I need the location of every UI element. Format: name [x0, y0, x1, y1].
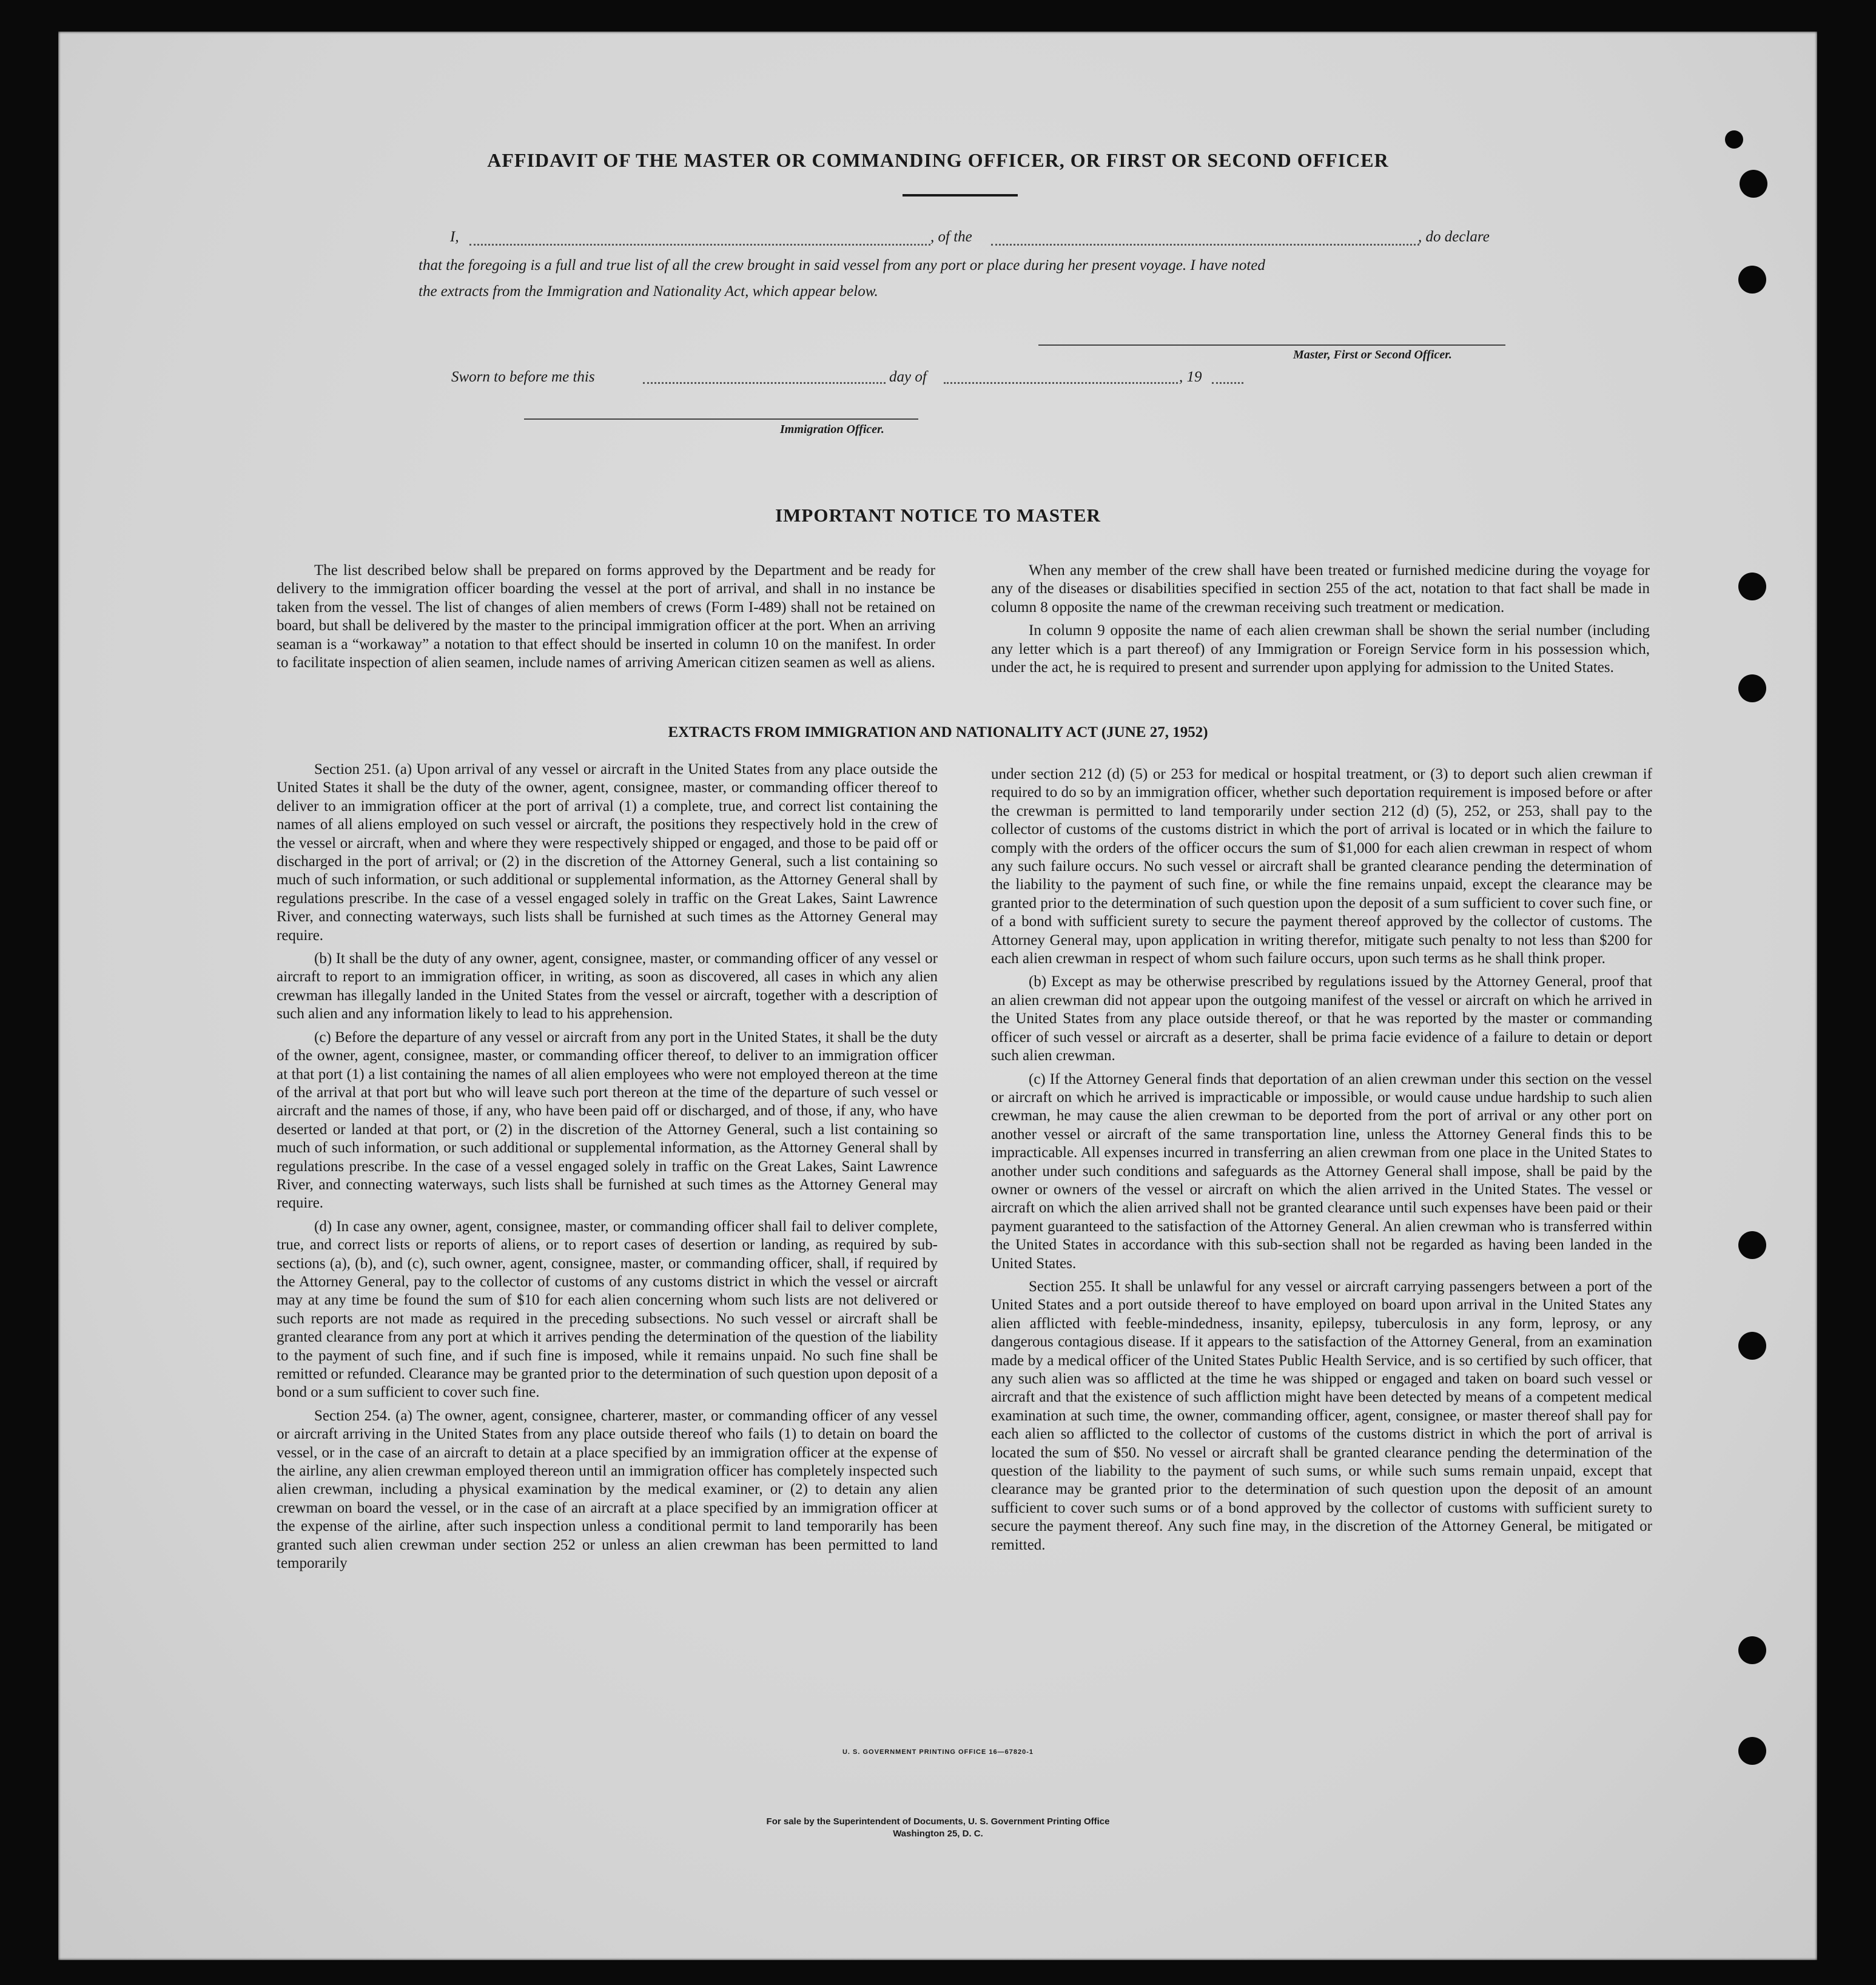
immigration-officer-label: Immigration Officer. [780, 423, 884, 436]
section-255: Section 255. It shall be unlawful for any vessel or aircraft carrying passengers between a port of the United States and a port outside thereof to have employed on board upon arrival in the United States any alien afflicted with feeble-mindedness, insanity, epilepsy, tuberculosis in any form, leprosy, or any dangerous contagious disease. If it appears to the satisfaction of the Attorney General, from an examination made by a medical officer of the United States Public Health Service, and is so certified by such officer, that any such alien was so afflicted at the time he was shipped or engaged and taken on board such vessel or aircraft and that the existence of such affliction might have been detected by means of a competent medical examination at such time, the owner, commanding officer, agent, consignee, or master thereof shall pay for each alien so afflicted to the collector of customs of the customs district in which the port of arrival is located the sum of $50. No vessel or aircraft shall be granted clearance pending the determination of the question of the liability to the payment of such sums, or while such sums remain unpaid, except that clearance may be granted prior to the determination of such question upon the deposit of an amount sufficient to cover such sums or of a bond approved by the collector of customs with sufficient surety to secure the payment thereof. Any such fine may, in the discretion of the Attorney General, be mitigated or remitted. [991, 1278, 1652, 1553]
sale-line-2: Washington 25, D. C. [893, 1829, 983, 1839]
vessel-name-field[interactable] [991, 244, 1419, 246]
section-254c: (c) If the Attorney General finds that deportation of an alien crewman under this section on the vessel or aircraft on which he arrived is impracticable or impossible, or would cause undue hardship to such alien crewman, he may cause the alien crewman to be deported from the port of arrival or any other port on another vessel or aircraft of the same transportation line, unless the Attorney General finds this to be impracticable. All expenses incurred in transferring an alien crewman from one place in the United States to another under such conditions and safeguards as the Attorney General shall impose, shall be paid by the owner or owners of the vessel or aircraft on which the alien arrived in the United States. The vessel or aircraft on which the alien arrived shall not be granted clearance until such expenses have been paid or their payment guaranteed to the satisfaction of the Attorney General. An alien crewman who is transferred within the United States in accordance with this sub-section shall not be regarded as having been landed in the United States. [991, 1070, 1652, 1272]
punch-hole [1738, 266, 1766, 294]
punch-hole [1738, 674, 1766, 702]
section-251d: (d) In case any owner, agent, consignee, master, or commanding officer shall fail to deliver complete, true, and correct lists or reports of aliens, or to report cases of desertion or landing, as required by sub-sections (a), (b), and (c), such owner, agent, consignee, master, or commanding officer, shall, if required by the Attorney General, pay to the collector of customs of any customs district in which the vessel or aircraft may at any time be found the sum of $10 for each alien concerning whom such lists are not delivered or such reports are not made as required in the preceding subsections. No such vessel or aircraft shall be granted clearance from any port at which it arrives pending the determination of the question of the liability to the payment of such fine, and if such fine is imposed, while it remains unpaid. No such fine shall be remitted or refunded. Clearance may be granted prior to the determination of such question upon deposit of a bond or a sum sufficient to cover such fine. [277, 1218, 938, 1401]
punch-hole [1740, 170, 1767, 198]
affidavit-statement-line2: the extracts from the Immigration and Nationality Act, which appear below. [419, 283, 878, 300]
sworn-date-field[interactable] [643, 382, 886, 384]
section-251a: Section 251. (a) Upon arrival of any vessel or aircraft in the United States from any place outside the United States it shall be the duty of the owner, agent, consignee, master, or commanding officer thereof to deliver to an immigration officer at the port of arrival (1) a complete, true, and correct list containing the names of all aliens employed on such vessel or aircraft, the positions they respectively hold in the crew of the vessel or aircraft, when and where they were respectively shipped or engaged, and those to be paid off or discharged in the port of arrival; or (2) in the discretion of the Attorney General, such a list containing so much of such information, or such additional or supplemental information, as the Attorney General shall by regulations prescribe. In the case of a vessel engaged solely in traffic on the Great Lakes, Saint Lawrence River, and connecting waterways, such lists shall be furnished at such times as the Attorney General may require. [277, 761, 938, 944]
master-name-field[interactable] [469, 244, 930, 246]
notice-left-column [277, 562, 935, 677]
section-251c: (c) Before the departure of any vessel or aircraft from any port in the United States, it shall be the duty of the owner, agent, consignee, master, or commanding officer thereof, to deliver to an immigration officer at that port (1) a list containing the names of all alien employees who were not employed thereon at the time of the arrival at that port but who will leave such port thereon at the time of the departure of such vessel or aircraft and the names of those, if any, who have been paid off or discharged, and of those, if any, who have deserted or landed at that port, or (2) in the discretion of the Attorney General, such a list containing so much of such information, or such additional or supplemental information, as the Attorney General shall by regulations prescribe. In the case of a vessel engaged solely in traffic on the Great Lakes, Saint Lawrence River, and connecting waterways, such lists shall be furnished at such times as the Attorney General may require. [277, 1029, 938, 1212]
affidavit-do-declare-label: , do declare [1418, 229, 1490, 245]
punch-hole [1725, 130, 1743, 149]
master-signature-label: Master, First or Second Officer. [1293, 348, 1452, 361]
title-rule [903, 194, 1018, 196]
section-254b: (b) Except as may be otherwise prescribed by regulations issued by the Attorney General, proof that an alien crewman did not appear upon the outgoing manifest of the vessel or aircraft on which he arrived in the United States from any place outside thereof, or that he was reported by the master or commanding officer of such vessel or aircraft as a deserter, shall be prima facie evidence of a failure to detain or deport such alien crewman. [991, 973, 1652, 1064]
affidavit-i-label: I, [450, 229, 459, 245]
notice-right-column [991, 562, 1650, 682]
year-label: , 19 [1179, 369, 1202, 385]
section-251b: (b) It shall be the duty of any owner, agent, consignee, master, or commanding officer of any vessel or aircraft to report to an immigration officer, in writing, as soon as discovered, all cases in which any alien crewman has illegally landed in the United States from the vessel or aircraft, together with a description of such alien and any information likely to lead to his apprehension. [277, 950, 938, 1023]
master-signature-line[interactable] [1038, 344, 1505, 346]
punch-hole [1738, 1332, 1766, 1360]
immigration-officer-signature-line[interactable] [524, 418, 918, 420]
notice-right-paragraph-1: When any member of the crew shall have been treated or furnished medicine during the voyage for any of the diseases or disabilities specified in section 255 of the act, notation to that fact shall be made in column 8 opposite the name of the crewman receiving such treatment or medication. [991, 562, 1650, 616]
affidavit-of-the-label: , of the [930, 229, 972, 245]
notice-left-paragraph: The list described below shall be prepared on forms approved by the Department and be ready for delivery to the immigration officer boarding the vessel at the port of arrival, and shall in no instance be taken from the vessel. The list of changes of alien members of crews (Form I-489) shall not be retained on board, but shall be delivered by the master to the principal immigration officer at the port. When an arriving seaman is a “workaway” a notation to that effect should be inserted in column 10 on the manifest. In order to facilitate inspection of alien seamen, include names of arriving American citizen seamen as well as aliens. [277, 562, 935, 671]
punch-hole [1738, 1636, 1766, 1664]
punch-hole [1738, 573, 1766, 600]
sale-line-1: For sale by the Superintendent of Documents, U. S. Government Printing Office [766, 1816, 1110, 1827]
gpo-imprint: U. S. GOVERNMENT PRINTING OFFICE 16—67820-1 [842, 1748, 1034, 1756]
notice-right-paragraph-2: In column 9 opposite the name of each alien crewman shall be shown the serial number (including any letter which is a part thereof) of any Immigration or Foreign Service form in his possession which, under the act, he is required to present and surrender upon applying for admission to the United States. [991, 622, 1650, 676]
sworn-month-field[interactable] [944, 382, 1178, 384]
sale-notice [0, 1816, 1876, 1840]
affidavit-title: AFFIDAVIT OF THE MASTER OR COMMANDING OFFICER, OR FIRST OR SECOND OFFICER [487, 149, 1389, 171]
sworn-year-field[interactable] [1212, 382, 1243, 384]
punch-hole [1738, 1231, 1766, 1259]
extracts-left-column [277, 761, 938, 1577]
affidavit-statement-line1: that the foregoing is a full and true list of all the crew brought in said vessel from any port or place during her present voyage. I have noted [419, 257, 1265, 274]
notice-title: IMPORTANT NOTICE TO MASTER [775, 505, 1101, 526]
sworn-label: Sworn to before me this [451, 369, 595, 385]
day-of-label: day of [889, 369, 927, 385]
section-254a-continued: under section 212 (d) (5) or 253 for medical or hospital treatment, or (3) to deport such alien crewman if required to do so by an immigration officer, whether such deportation requirement is imposed before or after the crewman is permitted to land temporarily under section 212 (d) (5), 252, or 253, shall pay to the collector of customs of the customs district in which the port of arrival is located or in which the failure to comply with the orders of the officer occurs the sum of $1,000 for each alien crewman in respect of whom any such failure occurs. No such vessel or aircraft shall be granted clearance pending the determination of the liability to the payment of such fine, or while the fine remains unpaid, except the clearance may be granted prior to the determination of such question upon the deposit of a sum sufficient to cover such fine, or of a bond with sufficient surety to secure the payment thereof approved by the collector of customs. The Attorney General may, upon application in writing therefor, mitigate such penalty to not less than $200 for each alien crewman in respect of whom such failure occurs, upon such terms as he shall think proper. [991, 766, 1652, 967]
section-254a: Section 254. (a) The owner, agent, consignee, charterer, master, or commanding officer of any vessel or aircraft arriving in the United States from any place outside thereof who fails (1) to detain on board the vessel, or in the case of an aircraft to detain at a place specified by an immigration officer at the expense of the airline, any alien crewman employed thereon until an immigration officer has completely inspected such alien crewman, including a physical examination by the medical examiner, or (2) to detain any alien crewman on board the vessel, or in the case of an aircraft at a place specified by an immigration officer at the expense of the airline, after such inspection unless a conditional permit to land temporarily has been granted such alien crewman under section 252 or unless an alien crewman has been permitted to land temporarily [277, 1407, 938, 1572]
extracts-right-column [991, 765, 1652, 1559]
extracts-title: EXTRACTS FROM IMMIGRATION AND NATIONALITY ACT (JUNE 27, 1952) [668, 724, 1208, 741]
